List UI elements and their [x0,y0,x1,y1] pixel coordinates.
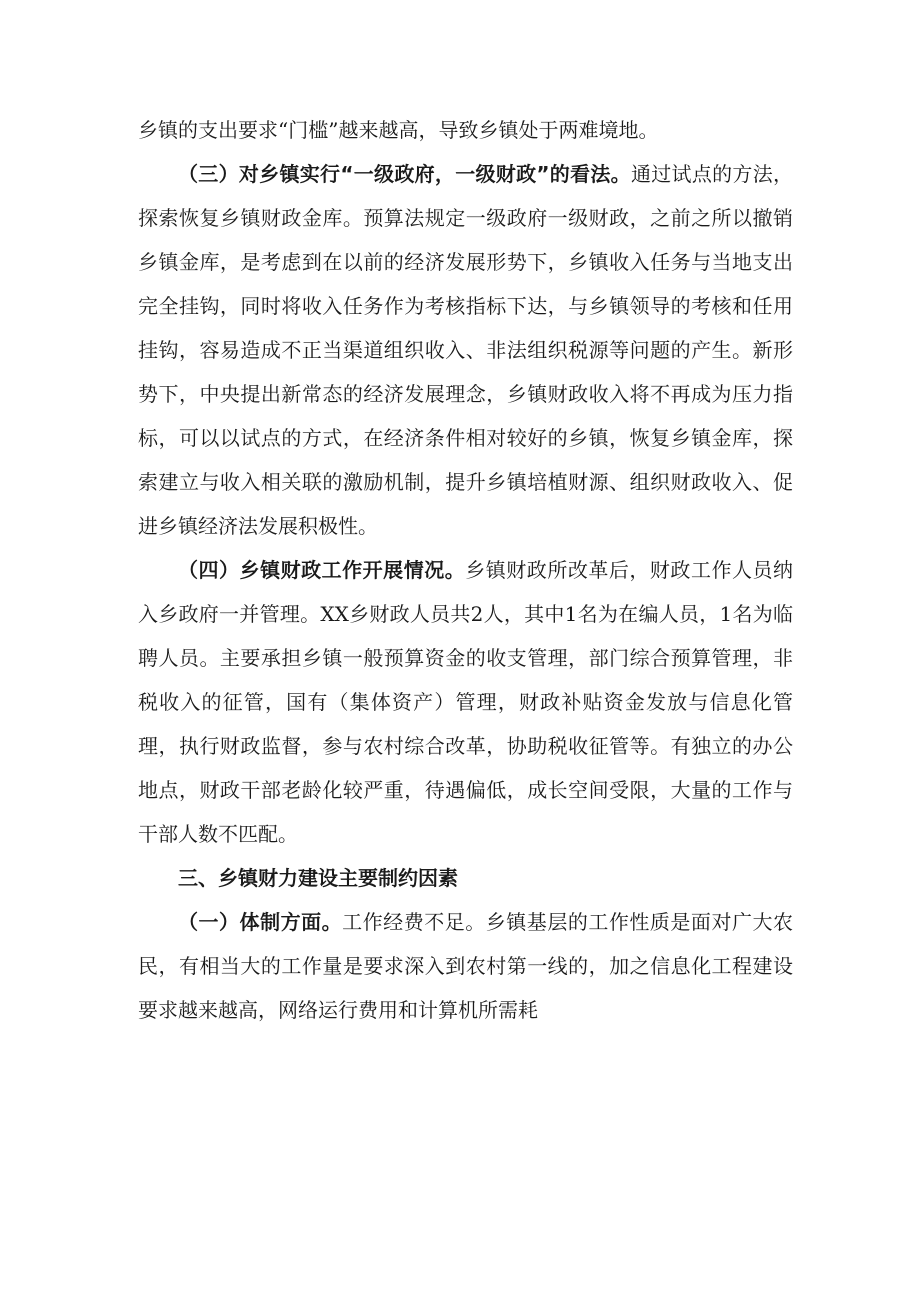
section-lead: （三）对乡镇实行“一级政府，一级财政”的看法。 [178,162,631,186]
paragraph-text: 工作经费不足。乡镇基层的工作性质是面对广大农民，有相当大的工作量是要求深入到农村第一线的，加之信息化工程建设要求越来越高，网络运行费用和计算机所需耗 [138,910,794,1022]
paragraph-text: 乡镇财政所改革后，财政工作人员纳入乡政府一并管理。XX乡财政人员共2人，其中1名为在编人员，1名为临聘人员。主要承担乡镇一般预算资金的收支管理，部门综合预算管理，非税收入的征管，国有（集体资产）管理，财政补贴资金发放与信息化管理，执行财政监督，参与农村综合改革，协助税收征管等。有独立的办公地点，财政干部老龄化较严重，待遇偏低，成长空间受限，大量的工作与干部人数不匹配。 [138,558,794,846]
section-lead: （一）体制方面。 [178,910,343,934]
paragraph-section-3 [138,152,793,548]
document-body [138,108,793,1032]
section-heading: 三、乡镇财力建设主要制约因素 [178,866,458,890]
paragraph-section-4 [138,548,793,856]
paragraph-subsection-1 [138,900,793,1032]
paragraph-text: 乡镇的支出要求“门槛”越来越高，导致乡镇处于两难境地。 [138,118,659,142]
paragraph-text: 通过试点的方法，探索恢复乡镇财政金库。预算法规定一级政府一级财政，之前之所以撤销乡镇金库，是考虑到在以前的经济发展形势下，乡镇收入任务与当地支出完全挂钩，同时将收入任务作为考核指标下达，与乡镇领导的考核和任用挂钩，容易造成不正当渠道组织收入、非法组织税源等问题的产生。新形势下，中央提出新常态的经济发展理念，乡镇财政收入将不再成为压力指标，可以以试点的方式，在经济条件相对较好的乡镇，恢复乡镇金库，探索建立与收入相关联的激励机制，提升乡镇培植财源、组织财政收入、促进乡镇经济法发展积极性。 [138,162,793,538]
paragraph-continuation [138,108,793,152]
section-lead: （四）乡镇财政工作开展情况。 [178,558,466,582]
